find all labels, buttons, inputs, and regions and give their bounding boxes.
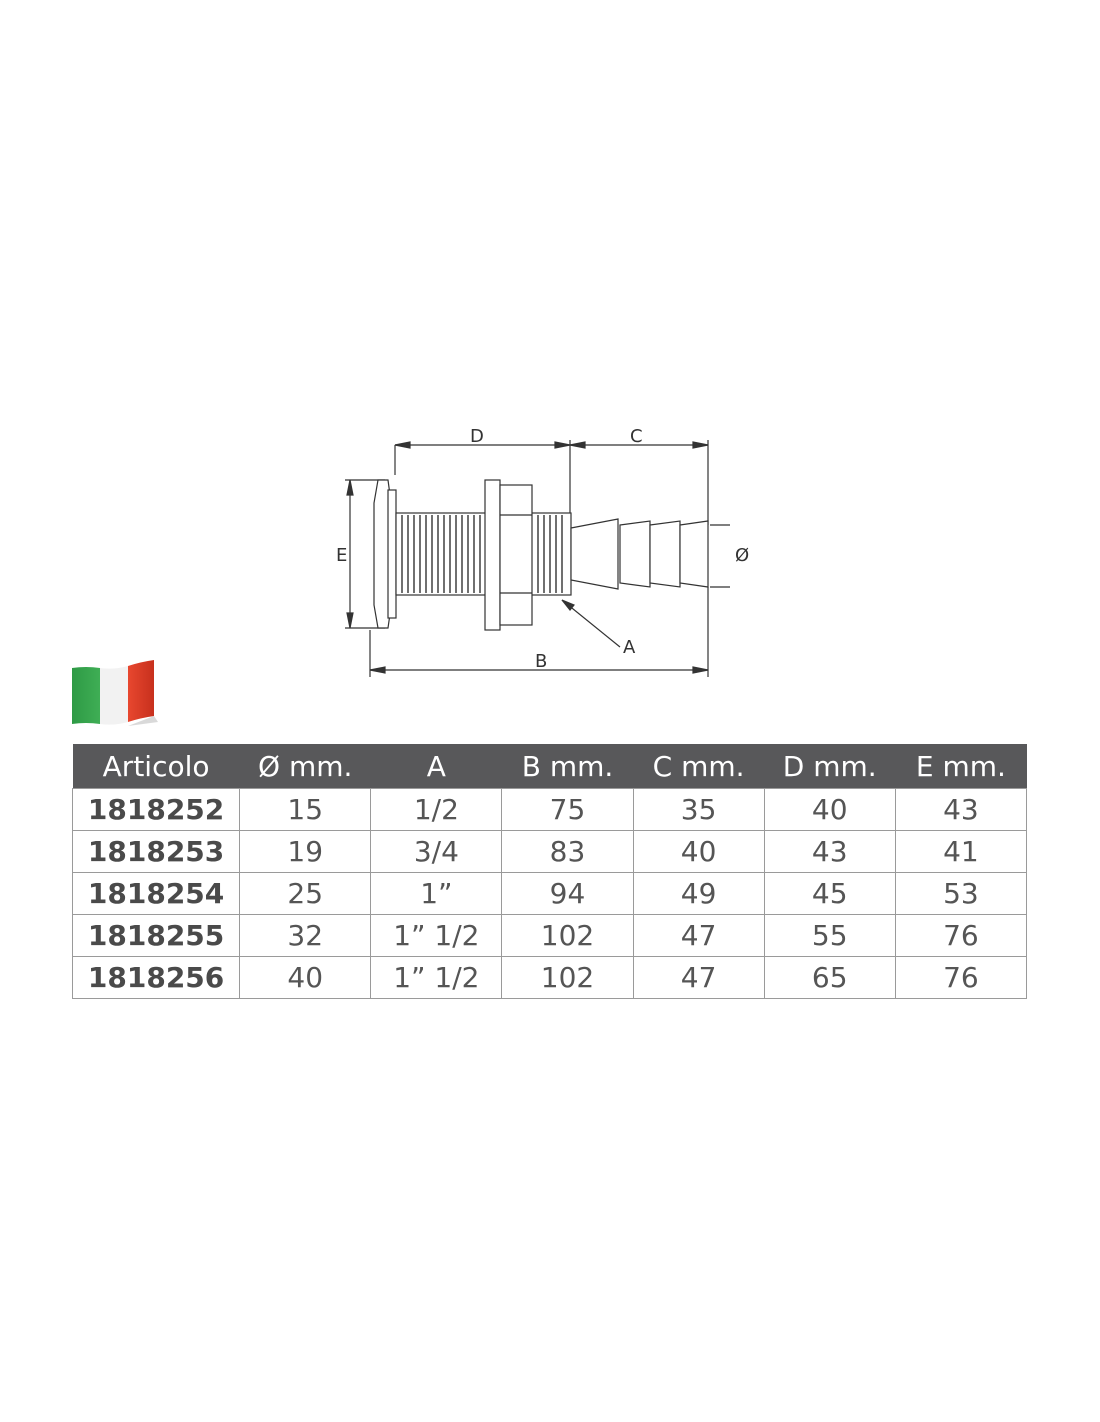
header-a: A	[371, 744, 502, 789]
header-articolo: Articolo	[73, 744, 240, 789]
cell-b: 94	[502, 873, 633, 915]
cell-c: 47	[633, 957, 764, 999]
cell-diameter: 32	[240, 915, 371, 957]
table-header-row	[73, 744, 1027, 789]
cell-e: 76	[895, 957, 1026, 999]
label-diameter: Ø	[735, 545, 750, 566]
cell-articolo: 1818253	[73, 831, 240, 873]
cell-e: 41	[895, 831, 1026, 873]
cell-articolo: 1818256	[73, 957, 240, 999]
cell-b: 102	[502, 915, 633, 957]
cell-articolo: 1818255	[73, 915, 240, 957]
cell-b: 83	[502, 831, 633, 873]
label-a: A	[623, 637, 636, 658]
cell-e: 43	[895, 789, 1026, 831]
cell-d: 55	[764, 915, 895, 957]
cell-c: 35	[633, 789, 764, 831]
cell-a: 1/2	[371, 789, 502, 831]
cell-a: 1”	[371, 873, 502, 915]
header-b: B mm.	[502, 744, 633, 789]
cell-a: 3/4	[371, 831, 502, 873]
cell-diameter: 25	[240, 873, 371, 915]
label-c: C	[630, 426, 643, 447]
cell-e: 76	[895, 915, 1026, 957]
spec-table	[72, 744, 1027, 999]
cell-d: 40	[764, 789, 895, 831]
header-e: E mm.	[895, 744, 1026, 789]
cell-d: 45	[764, 873, 895, 915]
table-row	[73, 915, 1027, 957]
cell-diameter: 19	[240, 831, 371, 873]
cell-d: 65	[764, 957, 895, 999]
label-b: B	[535, 651, 548, 672]
cell-articolo: 1818252	[73, 789, 240, 831]
italian-flag-icon	[70, 658, 160, 728]
table-row	[73, 957, 1027, 999]
cell-c: 47	[633, 915, 764, 957]
header-d: D mm.	[764, 744, 895, 789]
table-row	[73, 873, 1027, 915]
cell-d: 43	[764, 831, 895, 873]
cell-a: 1” 1/2	[371, 957, 502, 999]
cell-articolo: 1818254	[73, 873, 240, 915]
label-e: E	[336, 545, 348, 566]
cell-a: 1” 1/2	[371, 915, 502, 957]
header-diameter: Ø mm.	[240, 744, 371, 789]
cell-b: 75	[502, 789, 633, 831]
cell-diameter: 15	[240, 789, 371, 831]
cell-c: 40	[633, 831, 764, 873]
table-row	[73, 831, 1027, 873]
header-c: C mm.	[633, 744, 764, 789]
table-row	[73, 789, 1027, 831]
cell-c: 49	[633, 873, 764, 915]
cell-b: 102	[502, 957, 633, 999]
cell-diameter: 40	[240, 957, 371, 999]
fitting-technical-drawing	[330, 415, 770, 690]
label-d: D	[470, 426, 484, 447]
cell-e: 53	[895, 873, 1026, 915]
